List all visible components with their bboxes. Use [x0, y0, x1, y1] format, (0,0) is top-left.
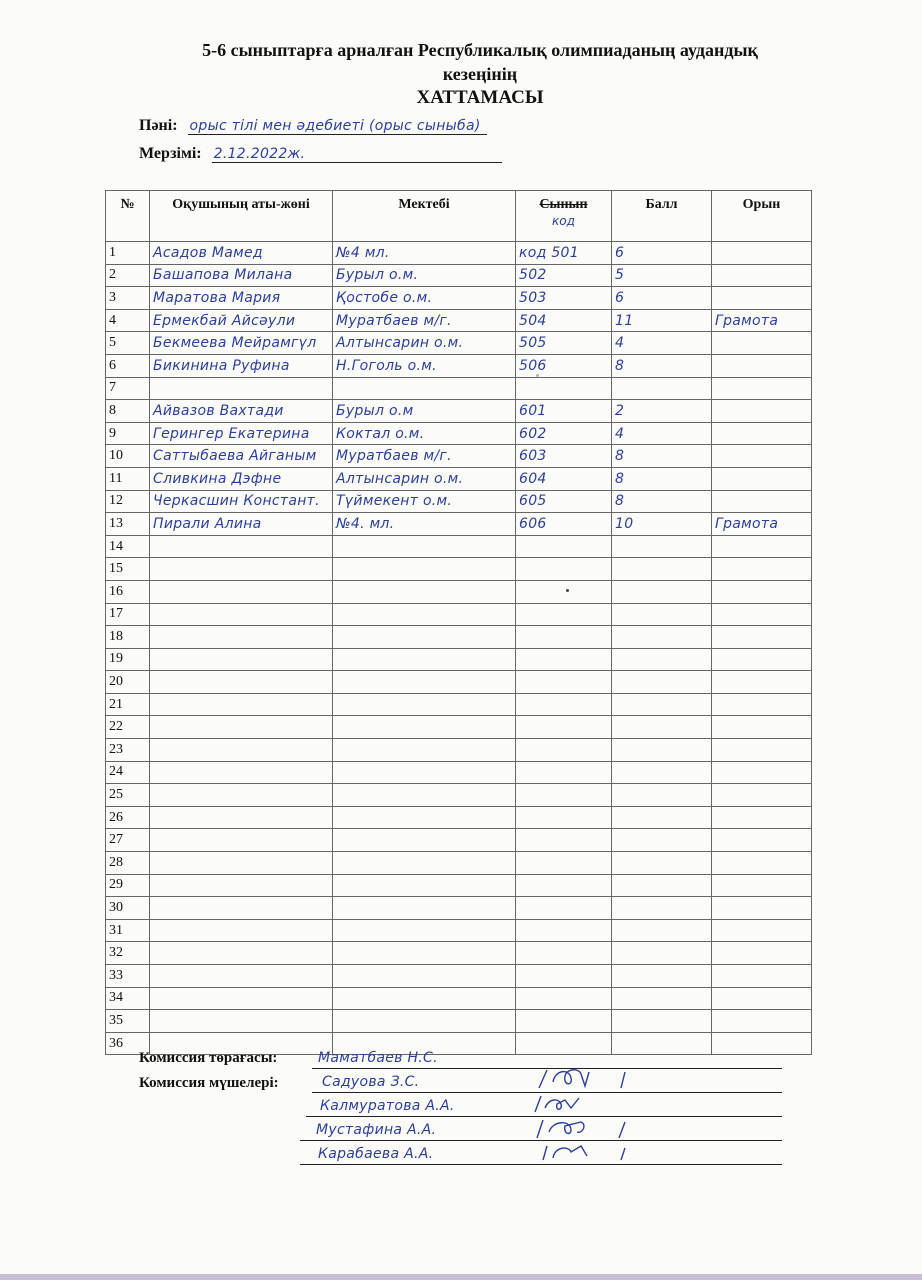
table-header-row: [106, 191, 812, 242]
class-code: [516, 987, 612, 1010]
class-code: 606: [516, 513, 612, 536]
school-name: [333, 739, 516, 762]
score-value: [612, 693, 712, 716]
student-name: Саттыбаева Айганым: [150, 445, 333, 468]
student-name: [150, 874, 333, 897]
row-number: 24: [106, 761, 150, 784]
place-value: [712, 535, 812, 558]
place-value: [712, 942, 812, 965]
score-value: [612, 829, 712, 852]
student-name: Герингер Екатерина: [150, 422, 333, 445]
row-number: 13: [106, 513, 150, 536]
table-row: [106, 445, 812, 468]
place-value: Грамота: [712, 513, 812, 536]
class-code: 502: [516, 264, 612, 287]
score-value: 8: [612, 490, 712, 513]
school-name: Түймекент о.м.: [333, 490, 516, 513]
table-row: [106, 287, 812, 310]
student-name: [150, 987, 333, 1010]
student-name: [150, 784, 333, 807]
school-name: [333, 580, 516, 603]
student-name: [150, 558, 333, 581]
speck-mark: [536, 374, 539, 377]
class-code: 602: [516, 422, 612, 445]
table-row: [106, 332, 812, 355]
place-value: [712, 332, 812, 355]
row-number: 22: [106, 716, 150, 739]
row-number: 23: [106, 739, 150, 762]
commission-members-label: Комиссия мүшелері:: [139, 1075, 279, 1091]
score-value: 8: [612, 467, 712, 490]
student-name: Айвазов Вахтади: [150, 400, 333, 423]
place-value: [712, 287, 812, 310]
place-value: Грамота: [712, 309, 812, 332]
class-code: [516, 1010, 612, 1033]
class-code: [516, 580, 612, 603]
table-row: [106, 400, 812, 423]
school-name: Коктал о.м.: [333, 422, 516, 445]
class-code: [516, 829, 612, 852]
score-value: [612, 942, 712, 965]
row-number: 26: [106, 806, 150, 829]
table-row: [106, 897, 812, 920]
table-row: [106, 671, 812, 694]
score-value: 6: [612, 242, 712, 265]
class-code: [516, 716, 612, 739]
student-name: Маратова Мария: [150, 287, 333, 310]
class-code: [516, 806, 612, 829]
place-value: [712, 806, 812, 829]
table-row: [106, 242, 812, 265]
speck-mark: [566, 589, 569, 592]
student-name: Ермекбай Айсәули: [150, 309, 333, 332]
place-value: [712, 671, 812, 694]
score-value: [612, 987, 712, 1010]
table-row: [106, 535, 812, 558]
school-name: [333, 671, 516, 694]
member-name-3: Мустафина А.А.: [316, 1122, 437, 1138]
student-name: [150, 535, 333, 558]
score-value: [612, 558, 712, 581]
student-name: [150, 761, 333, 784]
score-value: [612, 852, 712, 875]
signature-scribbles: [525, 1062, 635, 1172]
score-value: [612, 761, 712, 784]
school-name: Муратбаев м/г.: [333, 445, 516, 468]
date-value: 2.12.2022ж.: [212, 146, 502, 163]
header-score: Балл: [612, 191, 712, 242]
header-class-note: код: [552, 214, 575, 228]
table-row: [106, 377, 812, 400]
school-name: [333, 648, 516, 671]
header-class: [516, 191, 612, 242]
class-code: [516, 919, 612, 942]
row-number: 14: [106, 535, 150, 558]
score-value: 4: [612, 422, 712, 445]
place-value: [712, 580, 812, 603]
row-number: 9: [106, 422, 150, 445]
school-name: [333, 942, 516, 965]
student-name: [150, 693, 333, 716]
chair-name: Маматбаев Н.С.: [318, 1050, 438, 1066]
subject-field: [139, 117, 487, 135]
place-value: [712, 648, 812, 671]
class-code: [516, 874, 612, 897]
document-title: [130, 38, 830, 110]
school-name: Қостобе о.м.: [333, 287, 516, 310]
table-row: [106, 829, 812, 852]
table-row: [106, 1010, 812, 1033]
school-name: №4 мл.: [333, 242, 516, 265]
score-value: 11: [612, 309, 712, 332]
place-value: [712, 490, 812, 513]
table-row: [106, 513, 812, 536]
table-row: [106, 942, 812, 965]
row-number: 27: [106, 829, 150, 852]
class-code: 503: [516, 287, 612, 310]
student-name: Башапова Милана: [150, 264, 333, 287]
school-name: Бурыл о.м: [333, 400, 516, 423]
place-value: [712, 987, 812, 1010]
place-value: [712, 739, 812, 762]
school-name: [333, 761, 516, 784]
table-row: [106, 919, 812, 942]
place-value: [712, 422, 812, 445]
score-value: [612, 377, 712, 400]
place-value: [712, 897, 812, 920]
table-row: [106, 264, 812, 287]
score-value: [612, 897, 712, 920]
class-code: 605: [516, 490, 612, 513]
table-body: [106, 242, 812, 1055]
school-name: Н.Гоголь о.м.: [333, 354, 516, 377]
class-code: 601: [516, 400, 612, 423]
student-name: [150, 648, 333, 671]
member-name-2: Калмуратова А.А.: [320, 1098, 455, 1114]
student-name: [150, 580, 333, 603]
subject-value: орыс тілі мен әдебиеті (орыс сыныба): [188, 118, 487, 135]
school-name: [333, 987, 516, 1010]
student-name: [150, 716, 333, 739]
table-row: [106, 806, 812, 829]
row-number: 35: [106, 1010, 150, 1033]
class-code: 604: [516, 467, 612, 490]
class-code: [516, 535, 612, 558]
school-name: [333, 919, 516, 942]
table-row: [106, 852, 812, 875]
class-code: [516, 897, 612, 920]
class-code: [516, 693, 612, 716]
table-row: [106, 874, 812, 897]
member-name-4: Карабаева А.А.: [318, 1146, 434, 1162]
table-row: [106, 784, 812, 807]
place-value: [712, 693, 812, 716]
table-row: [106, 987, 812, 1010]
place-value: [712, 965, 812, 988]
score-value: [612, 965, 712, 988]
results-table: [105, 190, 812, 1055]
row-number: 20: [106, 671, 150, 694]
class-code: [516, 739, 612, 762]
header-place: Орын: [712, 191, 812, 242]
score-value: [612, 874, 712, 897]
student-name: [150, 739, 333, 762]
school-name: [333, 558, 516, 581]
score-value: [612, 648, 712, 671]
row-number: 33: [106, 965, 150, 988]
school-name: [333, 603, 516, 626]
row-number: 16: [106, 580, 150, 603]
place-value: [712, 354, 812, 377]
school-name: [333, 806, 516, 829]
row-number: 29: [106, 874, 150, 897]
score-value: 8: [612, 445, 712, 468]
score-value: [612, 1010, 712, 1033]
school-name: [333, 897, 516, 920]
school-name: [333, 716, 516, 739]
table-row: [106, 309, 812, 332]
school-name: [333, 829, 516, 852]
subject-label: Пәні:: [139, 117, 178, 134]
place-value: [712, 829, 812, 852]
school-name: №4. мл.: [333, 513, 516, 536]
place-value: [712, 784, 812, 807]
row-number: 12: [106, 490, 150, 513]
table-row: [106, 739, 812, 762]
class-code: [516, 671, 612, 694]
school-name: [333, 693, 516, 716]
title-line-2: кезеңінің: [442, 64, 518, 84]
class-code: 506: [516, 354, 612, 377]
school-name: [333, 626, 516, 649]
table-row: [106, 626, 812, 649]
place-value: [712, 400, 812, 423]
header-school: Мектебі: [333, 191, 516, 242]
class-code: [516, 558, 612, 581]
row-number: 11: [106, 467, 150, 490]
score-value: 10: [612, 513, 712, 536]
row-number: 2: [106, 264, 150, 287]
date-field: [139, 145, 502, 163]
student-name: Бекмеева Мейрамгүл: [150, 332, 333, 355]
header-name: Оқушының аты-жөні: [150, 191, 333, 242]
score-value: [612, 806, 712, 829]
school-name: [333, 1010, 516, 1033]
table-row: [106, 558, 812, 581]
class-code: 504: [516, 309, 612, 332]
table-row: [106, 716, 812, 739]
score-value: [612, 739, 712, 762]
row-number: 25: [106, 784, 150, 807]
row-number: 28: [106, 852, 150, 875]
class-code: [516, 784, 612, 807]
school-name: [333, 965, 516, 988]
score-value: [612, 716, 712, 739]
score-value: [612, 919, 712, 942]
row-number: 30: [106, 897, 150, 920]
score-value: 8: [612, 354, 712, 377]
school-name: [333, 377, 516, 400]
student-name: Пирали Алина: [150, 513, 333, 536]
score-value: [612, 784, 712, 807]
row-number: 4: [106, 309, 150, 332]
place-value: [712, 445, 812, 468]
table-row: [106, 422, 812, 445]
student-name: [150, 671, 333, 694]
row-number: 18: [106, 626, 150, 649]
student-name: Асадов Мамед: [150, 242, 333, 265]
header-class-struck: Сынып: [539, 197, 588, 212]
place-value: [712, 852, 812, 875]
student-name: [150, 852, 333, 875]
place-value: [712, 377, 812, 400]
school-name: [333, 784, 516, 807]
school-name: Алтынсарин о.м.: [333, 467, 516, 490]
row-number: 32: [106, 942, 150, 965]
row-number: 17: [106, 603, 150, 626]
row-number: 34: [106, 987, 150, 1010]
student-name: [150, 806, 333, 829]
row-number: 10: [106, 445, 150, 468]
row-number: 1: [106, 242, 150, 265]
class-code: 505: [516, 332, 612, 355]
score-value: [612, 626, 712, 649]
student-name: Черкасшин Констант.: [150, 490, 333, 513]
class-code: [516, 377, 612, 400]
row-number: 7: [106, 377, 150, 400]
place-value: [712, 242, 812, 265]
school-name: Бурыл о.м.: [333, 264, 516, 287]
table-row: [106, 490, 812, 513]
score-value: 2: [612, 400, 712, 423]
student-name: [150, 626, 333, 649]
student-name: [150, 897, 333, 920]
place-value: [712, 761, 812, 784]
school-name: Муратбаев м/г.: [333, 309, 516, 332]
score-value: 5: [612, 264, 712, 287]
row-number: 31: [106, 919, 150, 942]
table-row: [106, 467, 812, 490]
table-row: [106, 965, 812, 988]
table-row: [106, 693, 812, 716]
scan-edge: [0, 1274, 922, 1280]
row-number: 3: [106, 287, 150, 310]
school-name: [333, 535, 516, 558]
score-value: [612, 671, 712, 694]
class-code: [516, 603, 612, 626]
student-name: [150, 919, 333, 942]
score-value: 4: [612, 332, 712, 355]
row-number: 21: [106, 693, 150, 716]
student-name: [150, 1010, 333, 1033]
student-name: [150, 942, 333, 965]
row-number: 5: [106, 332, 150, 355]
commission-chair-label: Комиссия төрағасы:: [139, 1050, 278, 1066]
row-number: 15: [106, 558, 150, 581]
place-value: [712, 264, 812, 287]
row-number: 19: [106, 648, 150, 671]
score-value: 6: [612, 287, 712, 310]
member-name-1: Садуова З.С.: [322, 1074, 420, 1090]
student-name: [150, 377, 333, 400]
school-name: [333, 852, 516, 875]
class-code: [516, 626, 612, 649]
class-code: код 501: [516, 242, 612, 265]
student-name: [150, 965, 333, 988]
table-row: [106, 761, 812, 784]
class-code: [516, 942, 612, 965]
score-value: [612, 535, 712, 558]
place-value: [712, 919, 812, 942]
row-number: 8: [106, 400, 150, 423]
score-value: [612, 580, 712, 603]
student-name: [150, 829, 333, 852]
table-row: [106, 648, 812, 671]
header-num: №: [106, 191, 150, 242]
class-code: 603: [516, 445, 612, 468]
class-code: [516, 648, 612, 671]
table-row: [106, 580, 812, 603]
score-value: [612, 603, 712, 626]
class-code: [516, 965, 612, 988]
title-line-1: 5-6 сыныптарға арналған Республикалық олимпиаданың аудандық: [202, 40, 758, 60]
place-value: [712, 874, 812, 897]
place-value: [712, 558, 812, 581]
row-number: 6: [106, 354, 150, 377]
place-value: [712, 626, 812, 649]
student-name: Бикинина Руфина: [150, 354, 333, 377]
student-name: Сливкина Дэфне: [150, 467, 333, 490]
table-row: [106, 354, 812, 377]
date-label: Мерзімі:: [139, 145, 202, 162]
row-number: 36: [106, 1032, 150, 1055]
school-name: [333, 874, 516, 897]
school-name: Алтынсарин о.м.: [333, 332, 516, 355]
student-name: [150, 603, 333, 626]
table-row: [106, 603, 812, 626]
title-line-3: ХАТТАМАСЫ: [416, 87, 544, 108]
class-code: [516, 852, 612, 875]
class-code: [516, 761, 612, 784]
place-value: [712, 1010, 812, 1033]
place-value: [712, 716, 812, 739]
place-value: [712, 603, 812, 626]
place-value: [712, 467, 812, 490]
